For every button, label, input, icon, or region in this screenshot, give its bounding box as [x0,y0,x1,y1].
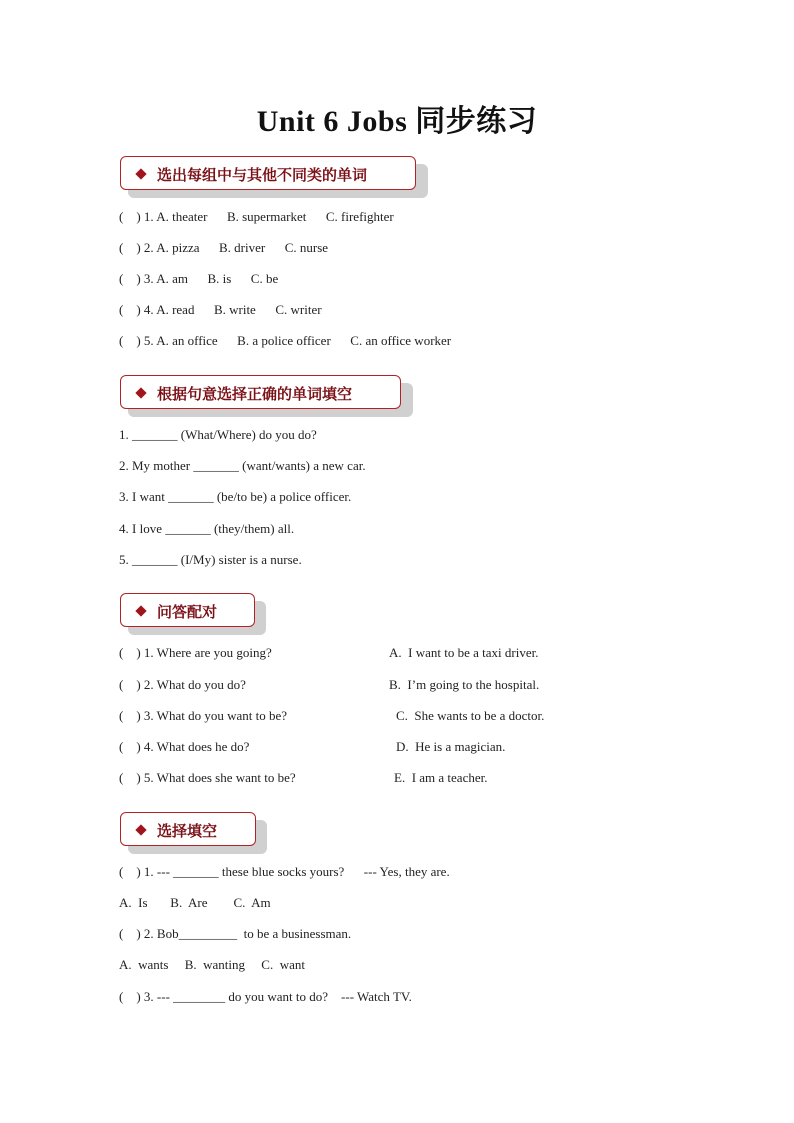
s2-item-2: 2. My mother _______ (want/wants) a new car. [119,458,366,473]
s4-item-2: ( ) 2. Bob_________ to be a businessman. [119,926,352,941]
s4-options-1: A. Is B. Are C. Am [119,895,271,910]
section-2-heading: 根据句意选择正确的单词填空 [157,385,353,403]
s4-options-2: A. wants B. wanting C. want [119,957,305,972]
s3-question-3: ( ) 3. What do you want to be? [119,708,287,723]
s2-item-3: 3. I want _______ (be/to be) a police officer. [119,489,352,504]
s2-item-5: 5. _______ (I/My) sister is a nurse. [119,552,302,567]
diamond-bullet-icon [135,824,146,835]
s3-answer-c: C. She wants to be a doctor. [396,708,545,723]
s4-item-1: ( ) 1. --- _______ these blue socks yours? --- Yes, they are. [119,864,450,879]
section-3-heading: 问答配对 [157,603,218,621]
s1-item-2: ( ) 2. A. pizza B. driver C. nurse [119,240,329,255]
page-title: Unit 6 Jobs 同步练习 [256,105,538,138]
section-4-heading: 选择填空 [157,822,218,840]
s3-answer-a: A. I want to be a taxi driver. [389,645,539,660]
s3-answer-d: D. He is a magician. [396,739,506,754]
s1-item-4: ( ) 4. A. read B. write C. writer [119,302,322,317]
s1-item-5: ( ) 5. A. an office B. a police officer C. an office worker [119,333,452,348]
s2-item-4: 4. I love _______ (they/them) all. [119,521,295,536]
s2-item-1: 1. _______ (What/Where) do you do? [119,427,317,442]
s1-item-1: ( ) 1. A. theater B. supermarket C. firefighter [119,209,394,224]
s3-question-4: ( ) 4. What does he do? [119,739,250,754]
diamond-bullet-icon [135,605,146,616]
s3-answer-e: E. I am a teacher. [394,770,488,785]
s3-answer-b: B. I’m going to the hospital. [389,677,540,692]
s3-question-5: ( ) 5. What does she want to be? [119,770,296,785]
diamond-bullet-icon [135,168,146,179]
diamond-bullet-icon [135,387,146,398]
s1-item-3: ( ) 3. A. am B. is C. be [119,271,279,286]
s3-question-1: ( ) 1. Where are you going? [119,645,272,660]
s3-question-2: ( ) 2. What do you do? [119,677,246,692]
section-1-heading: 选出每组中与其他不同类的单词 [157,166,368,184]
s4-item-3: ( ) 3. --- ________ do you want to do? --- Watch TV. [119,989,412,1004]
